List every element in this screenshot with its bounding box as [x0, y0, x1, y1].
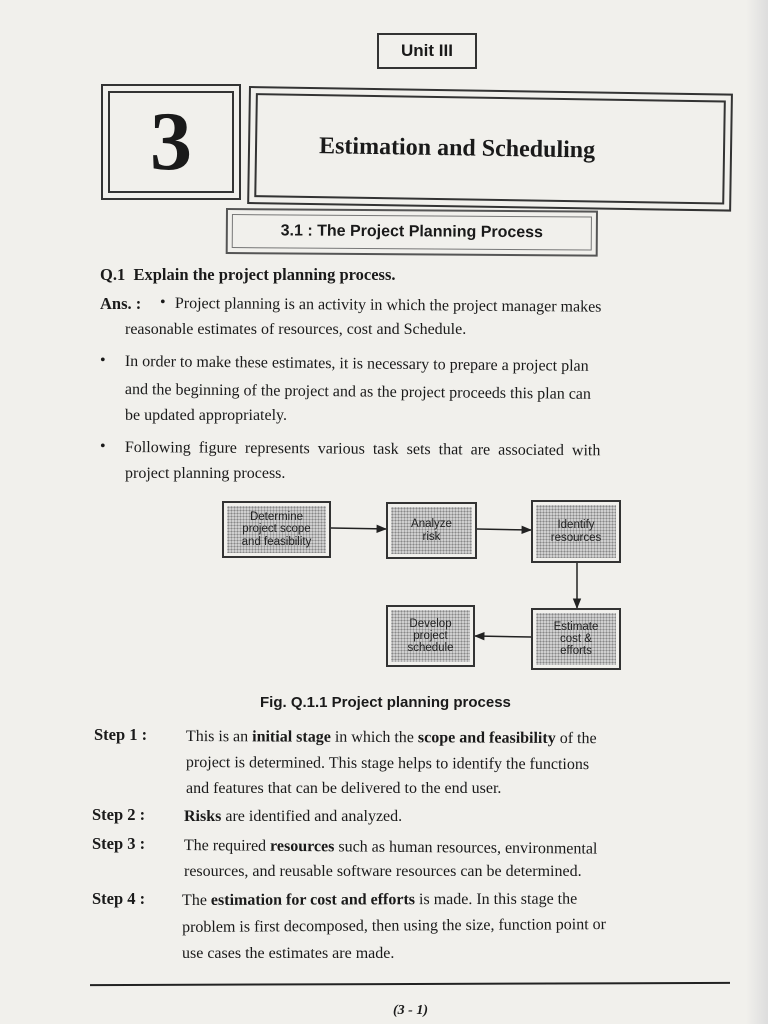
question-label: Q.1: [100, 265, 126, 284]
step-1-label: Step 1 :: [94, 725, 148, 744]
answer-label: Ans. :: [100, 294, 142, 313]
flow-box-label: Determine project scope and feasibility: [241, 511, 312, 548]
flow-box-label: Analyze risk: [411, 518, 452, 543]
unit-label: Unit III: [377, 33, 477, 69]
flow-box-identify-resources: [531, 500, 621, 563]
bullet-marker: •: [100, 438, 106, 455]
bullet-marker: •: [100, 352, 106, 369]
answer-bullet-2-line-1: In order to make these estimates, it is necessary to prepare a project plan: [124, 352, 589, 375]
figure-caption: Fig. Q.1.1 Project planning process: [260, 694, 511, 711]
flow-box-analyze-risk: [386, 502, 477, 559]
step-2-label: Step 2 :: [92, 805, 146, 824]
step-1-line-2: project is determined. This stage helps to identify the functions: [185, 754, 590, 774]
step-4-line-1: The estimation for cost and efforts is made. In this stage the: [182, 890, 578, 909]
step-4-label: Step 4 :: [92, 889, 146, 908]
section-title: 3.1 : The Project Planning Process: [232, 214, 592, 251]
step-3-line-2: resources, and reusable software resources can be determined.: [184, 863, 582, 880]
answer-bullet-1-line-1: Project planning is an activity in which the project manager makes: [174, 294, 602, 316]
answer-bullet-3-line-2: project planning process.: [125, 465, 286, 482]
step-3-line-1: The required resources such as human resources, environmental: [183, 836, 598, 858]
answer-bullet-2-line-2: and the beginning of the project and as the project proceeds this plan can: [124, 380, 592, 403]
step-4-line-2: problem is first decomposed, then using the size, function point or: [182, 916, 607, 936]
flow-box-determine-scope: [222, 501, 331, 558]
bullet-marker: •: [160, 294, 166, 311]
flow-box-label: Develop project schedule: [407, 617, 454, 655]
chapter-title: Estimation and Scheduling: [254, 93, 726, 204]
chapter-number: 3: [108, 91, 234, 193]
answer-bullet-3-line-1: Following figure represents various task sets that are associated with: [124, 438, 601, 460]
answer-bullet-2-line-3: be updated appropriately.: [125, 407, 288, 424]
step-4-line-3: use cases the estimates are made.: [182, 945, 395, 962]
page-number: (3 - 1): [393, 1003, 428, 1018]
step-3-label: Step 3 :: [92, 834, 146, 853]
arrow-analyze-to-identify: [477, 529, 531, 530]
arrow-estimate-to-develop: [475, 636, 531, 637]
flow-box-label: Estimate cost & efforts: [553, 620, 599, 658]
arrow-determine-to-analyze: [331, 528, 386, 529]
step-1-line-3: and features that can be delivered to the end user.: [186, 780, 502, 797]
question-text: Explain the project planning process.: [133, 265, 396, 284]
flow-box-estimate-cost: [531, 608, 621, 670]
flow-box-label: Identify resources: [550, 519, 602, 544]
page-edge-shadow: [746, 0, 768, 1024]
answer-bullet-1-line-2: reasonable estimates of resources, cost and Schedule.: [125, 321, 467, 338]
flow-box-develop-schedule: [386, 605, 475, 667]
step-1-line-1: This is an initial stage in which the scope and feasibility of the: [185, 728, 597, 748]
step-2-line-1: Risks are identified and analyzed.: [184, 808, 403, 825]
